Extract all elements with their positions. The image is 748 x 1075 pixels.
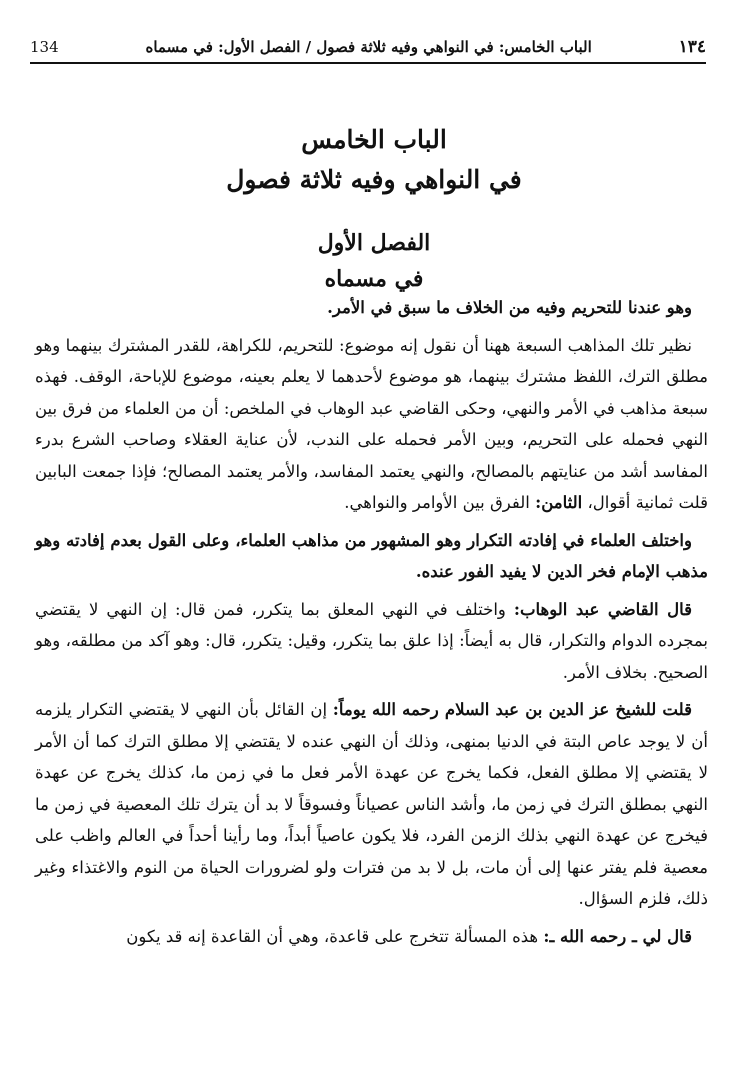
paragraph-4 (35, 594, 708, 689)
paragraph-6-text: هذه المسألة تتخرج على قاعدة، وهي أن القاعدة إنه قد يكون (126, 926, 539, 946)
paragraph-5-text: إن القائل بأن النهي لا يقتضي التكرار يلزمه أن لا يوجد عاص البتة في الدنيا بمنهى، وذلك أن النهي عنده لا يقتضي إلا مطلق الترك كما أن الأمر لا يقتضي إلا مطلق الفعل، فكما يخرج عن عهدة الأمر فعل ما في زمن ما، كذلك يخرج عن عهدة النهي بمطلق الترك في زمن ما، وأشد الناس عصياناً وفسوقاً لا بد أن يترك تلك المعصية في زمن ما فيخرج عن عهدة النهي بذلك الزمن الفرد، فلا يكون عاصياً أبداً، وما رأينا أحداً في العالم واظب على معصية فلم يفتر عنها إلى أن مات، بل لا بد من فترات ولو لضرورات الحياة من النوم والاغتذاء وغير ذلك، فلزم السؤال. (35, 700, 708, 908)
chapter-title: الفصل الأول (317, 230, 431, 256)
paragraph-6-lead: قال لي ـ رحمه الله ـ: (543, 926, 692, 946)
running-title: الباب الخامس: في النواهي وفيه ثلاثة فصول / الفصل الأول: في مسماه (145, 38, 592, 56)
chapter-headings (30, 120, 718, 296)
paragraph-1: وهو عندنا للتحريم وفيه من الخلاف ما سبق في الأمر. (327, 298, 692, 317)
paragraph-2-tail: الفرق بين الأوامر والنواهي. (344, 493, 530, 512)
body-text (35, 292, 708, 958)
part-subtitle: في النواهي وفيه ثلاثة فصول (226, 165, 522, 194)
paragraph-4-lead: قال القاضي عبد الوهاب: (513, 599, 693, 619)
paragraph-6 (35, 921, 708, 953)
paragraph-3: واختلف العلماء في إفادته التكرار وهو المشهور من مذاهب العلماء، وعلى القول بعدم إفادته وهو مذهب الإمام فخر الدين لا يفيد الفور عنده. (35, 530, 708, 581)
paragraph-2 (35, 330, 708, 519)
page-number-arabic: ١٣٤ (678, 37, 706, 57)
part-title: الباب الخامس (301, 125, 447, 154)
paragraph-5 (35, 694, 708, 915)
running-header (30, 32, 706, 64)
paragraph-2-text: نظير تلك المذاهب السبعة ههنا أن نقول إنه موضوع: للتحريم، للكراهة، للقدر المشترك بينهما وهو مطلق الترك، اللفظ مشترك بينهما، هو موضوع لأحدهما لا يعلم بعينه، موضوع للإباحة، الوقف. فهذه سبعة مذاهب في الأمر والنهي، وحكى القاضي عبد الوهاب في الملخص: أن من العلماء من فرق بين النهي فحمله على التحريم، وبين الأمر فحمله على الندب، لأن عناية العقلاء وصاحب الشرع بدرء المفاسد أشد من عنايتهم بالمصالح، والنهي يعتمد المفاسد، والأمر يعتمد المصالح؛ فإذا جمعت البابين قلت ثمانية أقوال، (35, 335, 708, 512)
paragraph-5-lead: قلت للشيخ عز الدين بن عبد السلام رحمه الله يوماً: (332, 700, 692, 719)
paragraph-2-lead: الثامن: (535, 493, 583, 512)
chapter-subtitle: في مسماه (324, 266, 424, 292)
paragraph-4-text: واختلف في النهي المعلق بما يتكرر، فمن قال: إن النهي لا يقتضي بمجرده الدوام والتكرار، قال به أيضاً: إذا علق بما يتكرر، وقيل: يتكرر، قال: وهو آكد من مطلقه، وهو الصحيح. بخلاف الأمر. (35, 599, 708, 682)
page-number: 134 (30, 38, 59, 56)
